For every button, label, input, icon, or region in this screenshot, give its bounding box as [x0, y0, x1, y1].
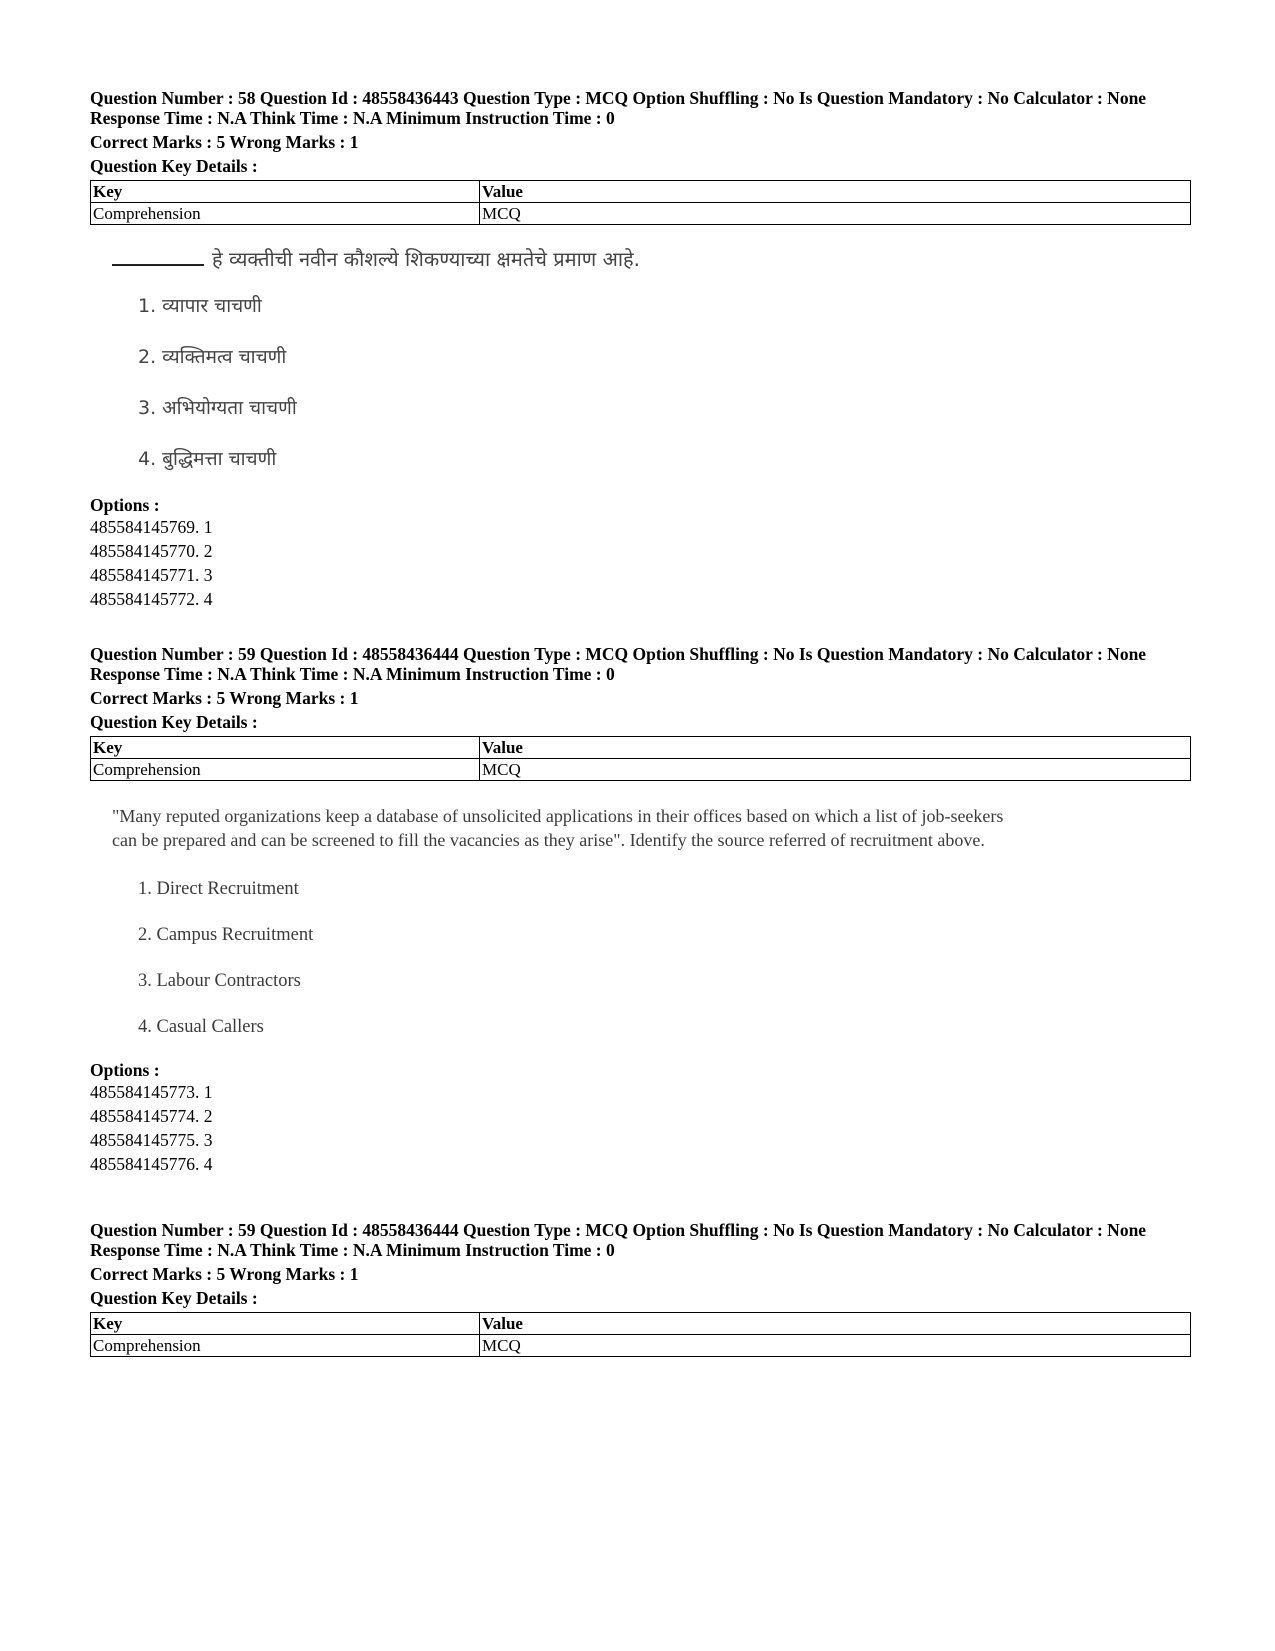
options-label: Options :: [90, 495, 160, 515]
option-line: 485584145772. 4: [90, 589, 213, 609]
choice-item: 4. बुद्धिमत्ता चाचणी: [138, 448, 277, 470]
question-image: [90, 247, 1190, 485]
table-header-row: [91, 1313, 1191, 1335]
blank-line: [112, 264, 204, 266]
question-meta: [90, 1220, 1190, 1260]
question-key-table: [90, 736, 1191, 781]
table-cell-value: MCQ: [480, 759, 1191, 781]
question-block-59-repeat: [90, 1220, 1190, 1357]
table-row: [91, 1335, 1191, 1357]
table-header-value: Value: [480, 181, 1191, 203]
table-cell-key: Comprehension: [91, 759, 480, 781]
option-line: 485584145775. 3: [90, 1130, 213, 1150]
table-cell-value: MCQ: [480, 1335, 1191, 1357]
question-meta-line2: Response Time : N.A Think Time : N.A Minimum Instruction Time : 0: [90, 1240, 615, 1260]
question-marks: Correct Marks : 5 Wrong Marks : 1: [90, 132, 359, 152]
question-meta-line1: Question Number : 58 Question Id : 48558436443 Question Type : MCQ Option Shuffling : No Is Question Mandatory : No Calculator : None: [90, 88, 1147, 108]
table-header-key: Key: [91, 1313, 480, 1335]
choice-item: 3. अभियोग्यता चाचणी: [138, 397, 297, 419]
table-header-row: [91, 737, 1191, 759]
question-marks: Correct Marks : 5 Wrong Marks : 1: [90, 688, 359, 708]
choice-item: 1. Direct Recruitment: [138, 879, 299, 899]
question-meta-line1: Question Number : 59 Question Id : 48558436444 Question Type : MCQ Option Shuffling : No Is Question Mandatory : No Calculator : None: [90, 644, 1147, 664]
table-row: [91, 203, 1191, 225]
option-line: 485584145769. 1: [90, 517, 213, 537]
choice-item: 4. Casual Callers: [138, 1017, 264, 1037]
table-row: [91, 759, 1191, 781]
question-meta-line2: Response Time : N.A Think Time : N.A Minimum Instruction Time : 0: [90, 108, 615, 128]
choice-item: 3. Labour Contractors: [138, 971, 301, 991]
question-stem-text: हे व्यक्तीची नवीन कौशल्ये शिकण्याच्या क्षमतेचे प्रमाण आहे.: [212, 247, 641, 271]
question-stem: [90, 247, 1190, 271]
question-block-58: [90, 88, 1190, 611]
choice-item: 2. व्यक्तिमत्व चाचणी: [138, 346, 287, 368]
option-line: 485584145770. 2: [90, 541, 213, 561]
options-label: Options :: [90, 1060, 160, 1080]
table-header-key: Key: [91, 181, 480, 203]
question-meta-line2: Response Time : N.A Think Time : N.A Minimum Instruction Time : 0: [90, 664, 615, 684]
option-line: 485584145771. 3: [90, 565, 213, 585]
question-meta: [90, 88, 1190, 128]
question-key-details-label: Question Key Details :: [90, 712, 258, 732]
table-header-value: Value: [480, 1313, 1191, 1335]
table-header-row: [91, 181, 1191, 203]
question-key-details-label: Question Key Details :: [90, 1288, 258, 1308]
question-block-59: [90, 644, 1190, 1176]
table-cell-key: Comprehension: [91, 1335, 480, 1357]
question-marks: Correct Marks : 5 Wrong Marks : 1: [90, 1264, 359, 1284]
question-meta-line1: Question Number : 59 Question Id : 48558436444 Question Type : MCQ Option Shuffling : No Is Question Mandatory : No Calculator : None: [90, 1220, 1147, 1240]
question-key-table: [90, 180, 1191, 225]
question-image: [90, 805, 1190, 1050]
table-header-value: Value: [480, 737, 1191, 759]
choice-item: 2. Campus Recruitment: [138, 925, 314, 945]
question-stem: "Many reputed organizations keep a database of unsolicited applications in their offices based on which a list of job-seekers can be prepared and can be screened to fill the vacancies as they arise". Identify the source referred of recruitment above.: [112, 806, 1004, 850]
choice-item: 1. व्यापार चाचणी: [138, 295, 262, 317]
option-line: 485584145776. 4: [90, 1154, 213, 1174]
table-cell-value: MCQ: [480, 203, 1191, 225]
question-key-table: [90, 1312, 1191, 1357]
option-line: 485584145774. 2: [90, 1106, 213, 1126]
table-header-key: Key: [91, 737, 480, 759]
table-cell-key: Comprehension: [91, 203, 480, 225]
question-meta: [90, 644, 1190, 684]
question-key-details-label: Question Key Details :: [90, 156, 258, 176]
option-line: 485584145773. 1: [90, 1082, 213, 1102]
